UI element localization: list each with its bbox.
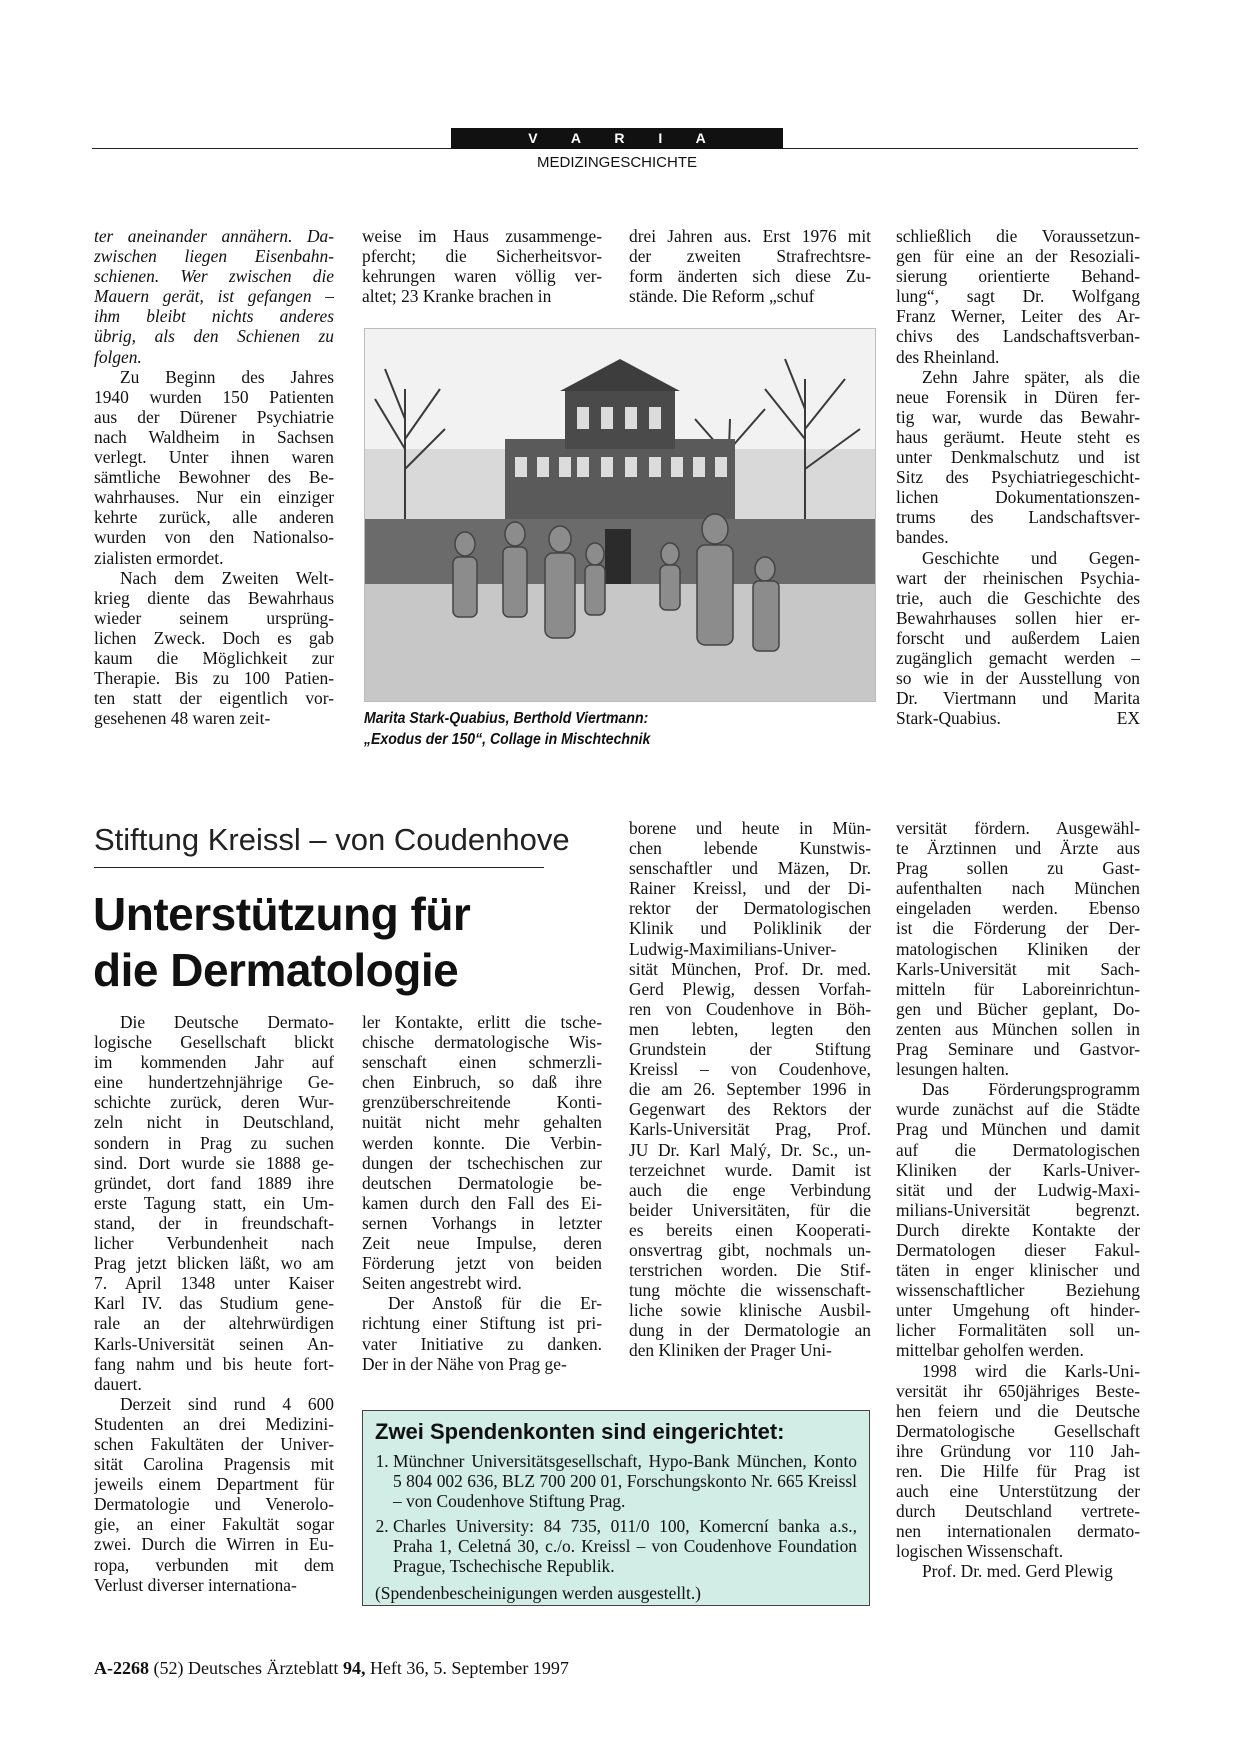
article-kicker: Stiftung Kreissl – von Coudenhove [94,822,570,857]
text-line: versität ihr 650jähriges Beste- [896,1380,1140,1401]
text-line: Durch direkte Kontakte der [896,1219,1140,1240]
caption-line-1: Marita Stark-Quabius, Berthold Viertmann: [364,710,649,727]
text-line: Studenten an drei Medizini- [94,1413,334,1434]
top-article-column-2 [362,226,602,306]
text-line: sierung orientierte Behand- [896,266,1140,287]
text-line: mittelbar geholfen werden. [896,1340,1084,1361]
headline-line-2: die Dermatologie [93,944,459,996]
text-line: Der in der Nähe von Prag ge- [362,1353,567,1374]
headline-line-1: Unterstützung für [93,888,471,940]
text-line: Das Förderungsprogramm [922,1079,1140,1100]
text-line: mitteln für Laboreinrichtun- [896,978,1140,999]
text-line: nach Waldheim in Sachsen [94,426,334,447]
text-line: neue Forensik in Düren fer- [896,386,1140,407]
text-line: Seiten angestrebt wird. [362,1273,522,1294]
text-line: kehrungen waren völlig ver- [362,266,602,287]
text-line: vater Initiative zu danken. [362,1333,602,1354]
text-line: Nach dem Zweiten Welt- [120,567,334,588]
text-line: tig war, wurde das Bewahr- [896,406,1140,427]
text-line: milians-Universität begrenzt. [896,1199,1140,1220]
donation-account-1: 1. Münchner Universitätsgesellschaft, Hypo-Bank München, Konto 5 804 002 636, BLZ 700 200 01, Forschungskonto Nr. 665 Kreissl – von Coudenhove Stiftung Prag. [393,1451,857,1511]
text-line: Grundstein der Stiftung [629,1039,871,1060]
text-line: der zweiten Strafrechtsre- [629,246,871,267]
text-line: sität und der Ludwig-Maxi- [896,1179,1140,1200]
text-line: Kreissl – von Coudenhove, [629,1059,871,1080]
text-line: erste Tagung statt, ein Um- [94,1192,334,1213]
article-column-2 [362,1012,602,1374]
text-line: forscht und außerdem Laien [896,627,1140,648]
donation-note: (Spendenbescheinigungen werden ausgestellt.) [375,1582,701,1603]
text-line: Die Deutsche Dermato- [120,1012,334,1032]
text-line: sität München, Prof. Dr. med. [629,958,871,979]
text-line: deutschen Dermatologie be- [362,1172,602,1193]
text-line: unter Umgehung oft hinder- [896,1300,1140,1321]
text-line: so wie in der Ausstellung von [896,668,1140,689]
text-line: nen internationalen dermato- [896,1521,1140,1542]
text-line: schienen. Wer zwischen die [94,266,334,287]
text-line: ist die Förderung der Der- [896,918,1140,939]
text-line: terzeichnet wurde. Damit ist [629,1159,871,1180]
text-line: Verlust diverser internationa- [94,1574,297,1595]
text-line: Bewahrhauses sollen hier er- [896,607,1140,628]
text-line: des Rheinland. [896,346,1000,367]
text-line: übrig, als den Schienen zu [94,326,334,347]
article-column-1 [94,1012,334,1595]
text-line: durch Deutschland vertrete- [896,1501,1140,1522]
text-line: borene und heute in Mün- [629,818,871,838]
text-line: sind. Dort wurde sie 1888 ge- [94,1152,334,1173]
text-line: stände. Die Reform „schuf [629,286,815,307]
text-line: ihre Gründung vor 110 Jah- [896,1440,1140,1461]
text-line: Mauern gerät, ist gefangen – [94,286,334,307]
text-line: wart der rheinischen Psychia- [896,567,1140,588]
text-line: Ludwig-Maximilians-Univer- [629,938,837,959]
text-line: Rainer Kreissl, und der Di- [629,878,871,899]
text-line: stand, der in freundschaft- [94,1212,334,1233]
text-line: Zeit neue Impulse, deren [362,1233,602,1254]
text-line: Dermatologische Gesellschaft [896,1420,1140,1441]
text-line: wieder seinem ursprüng- [94,607,334,628]
text-line: 1998 wird die Karls-Uni- [922,1360,1140,1381]
text-line: gründet, dort fand 1889 ihre [94,1172,334,1193]
text-line: 7. April 1348 unter Kaiser [94,1273,334,1294]
text-line: JU Dr. Karl Malý, Dr. Sc., un- [629,1139,871,1160]
text-line: unter Denkmalschutz und ist [896,447,1140,468]
text-line: Karls-Universität seinen An- [94,1333,334,1354]
text-line: versität fördern. Ausgewähl- [896,818,1140,838]
text-line: ren. Die Hilfe für Prag ist [896,1461,1140,1481]
text-line: täten in enger klinischer und [896,1260,1140,1281]
text-line: schen Fakultäten der Univer- [94,1433,334,1454]
text-line: zwei. Durch die Wirren in Eu- [94,1534,334,1555]
text-line: rale an der altehrwürdigen [94,1313,334,1334]
donation-title: Zwei Spendenkonten sind eingerichtet: [375,1419,785,1444]
text-line: dauert. [94,1373,142,1394]
text-line: eingeladen werden. Ebenso [896,898,1140,919]
text-line: aufenthalten nach München [896,878,1140,899]
text-line: haus geräumt. Heute steht es [896,426,1140,447]
text-line: altet; 23 Kranke brachen in [362,286,552,307]
text-line: Zu Beginn des Jahres [120,366,334,387]
text-line: 1940 wurden 150 Patienten [94,386,334,407]
text-line: licher Formalitäten soll un- [896,1320,1140,1341]
text-line: richtung einer Stiftung ist pri- [362,1313,602,1334]
text-line: lesungen halten. [896,1059,1010,1080]
text-line: ihm bleibt nichts anderes [94,306,334,327]
text-line: ten statt der eigentlich vor- [94,688,334,709]
text-line: onsvertrag gibt, nochmals un- [629,1239,871,1260]
section-kicker: V A R I A [451,128,783,149]
top-article-column-4 [896,226,1140,732]
text-line: zialisten ermordet. [94,547,224,568]
text-line: gie, an einer Fakultät sogar [94,1514,334,1535]
text-line: pfercht; die Sicherheitsvor- [362,246,602,267]
article-column-3 [629,818,871,1361]
text-line: wurde zunächst auf die Städte [896,1099,1140,1120]
text-line: logischen Wissenschaft. [896,1541,1064,1562]
text-line: Karl IV. das Studium gene- [94,1293,334,1314]
text-line: Dr. Viertmann und Marita [896,688,1140,709]
text-line: Der Anstoß für die Er- [388,1293,602,1314]
photo-caption [364,708,822,750]
collage-illustration [365,329,875,701]
text-line: senschaft einen schmerzli- [362,1052,602,1073]
text-line: kamen durch den Fall des Ei- [362,1192,602,1213]
text-line: fang nahm und bis heute fort- [94,1353,334,1374]
text-line: senschaftler und Mäzen, Dr. [629,858,871,879]
section-label: MEDIZINGESCHICHTE [536,154,697,171]
text-line: ter aneinander annähern. Da- [94,226,334,246]
text-line: chivs des Landschaftsverban- [896,326,1140,347]
text-line: chische dermatologische Wis- [362,1032,602,1053]
text-line: auch die enge Verbindung [629,1179,871,1200]
text-line: zugänglich gemacht werden – [896,647,1140,668]
text-line: chen lebende Kunstwis- [629,838,871,859]
text-line: sität Carolina Pragensis mit [94,1454,334,1475]
footer-issue: Heft 36, 5. September 1997 [369,1658,569,1678]
text-line: den Kliniken der Prager Uni- [629,1340,832,1361]
donation-list [375,1451,857,1577]
text-line: wissenschaftlicher Beziehung [896,1280,1140,1301]
text-line: Prag jetzt blicken läßt, wo am [94,1253,334,1274]
text-line: Dermatologen dieser Fakul- [896,1239,1140,1260]
text-line: krieg diente das Bewahrhaus [94,587,334,608]
text-line: schichte zurück, deren Wur- [94,1092,334,1113]
text-line: zwischen liegen Eisenbahn- [94,246,334,267]
page-number: A-2268 [94,1658,149,1678]
text-line: Klinik und Poliklinik der [629,918,871,939]
text-line: tung möchte die wissenschaft- [629,1280,871,1301]
text-line: Derzeit sind rund 4 600 [120,1393,334,1414]
text-line: matologischen Kliniken der [896,938,1140,959]
text-line: gen und Bücher geplant, Do- [896,998,1140,1019]
text-line: auf die Dermatologischen [896,1139,1140,1160]
text-line: beider Universitäten, für die [629,1199,871,1220]
text-line: sämtliche Bewohner des Be- [94,467,334,488]
text-line: zenten aus München sollen in [896,1018,1140,1039]
footer-publication: (52) Deutsches Ärzteblatt [153,1658,339,1678]
text-line: Therapie. Bis zu 100 Patien- [94,668,334,689]
text-line: bandes. [896,527,949,548]
caption-line-2: „Exodus der 150“, Collage in Mischtechnik [364,731,651,748]
text-line: licher Verbundenheit nach [94,1233,334,1254]
text-line: Dermatologie und Venerolo- [94,1494,334,1515]
text-line: schließlich die Voraussetzun- [896,226,1140,246]
text-line: kehrte zurück, alle anderen [94,507,334,528]
text-line: im kommenden Jahr auf [94,1052,334,1073]
text-line: Gegenwart des Rektors der [629,1099,871,1120]
text-line: dungen der tschechischen zur [362,1152,602,1173]
text-line: wurden von den Nationalso- [94,527,334,548]
text-line: auch eine Unterstützung der [896,1481,1140,1502]
text-line: trie, auch die Geschichte des [896,587,1140,608]
donation-box [362,1410,870,1606]
text-line: EX [1116,708,1140,729]
text-line: Sitz des Psychiatriegeschicht- [896,467,1140,488]
text-line: jeweils einem Department für [94,1474,334,1495]
page-footer [94,1658,569,1679]
text-line: Karls-Universität Prag, Prof. [629,1119,871,1140]
text-line: Prag Seminare und Gastvor- [896,1039,1140,1060]
text-line: logische Gesellschaft blickt [94,1032,334,1053]
text-line: ler Kontakte, erlitt die tsche- [362,1012,602,1032]
text-line: sondern in Prag zu suchen [94,1132,334,1153]
text-line: es bereits einen Kooperati- [629,1219,871,1240]
text-line: Kliniken der Karls-Univer- [896,1159,1140,1180]
text-line: terstrichen worden. Die Stif- [629,1260,871,1281]
text-line: Gerd Plewig, dessen Vorfah- [629,978,871,999]
text-line: men lebten, legten den [629,1018,871,1039]
text-line: werden konnte. Die Verbin- [362,1132,602,1153]
text-line: chen Einbruch, so daß ihre [362,1072,602,1093]
text-line: weise im Haus zusammenge- [362,226,602,246]
kicker-rule [94,867,544,868]
text-line: aus der Dürener Psychiatrie [94,406,334,427]
text-line: Karls-Universität mit Sach- [896,958,1140,979]
text-line: drei Jahren aus. Erst 1976 mit [629,226,871,246]
text-line: Prag sollen zu Gast- [896,858,1140,879]
text-line: wahrhauses. Nur ein einziger [94,487,334,508]
text-line: kaum die Möglichkeit zur [94,647,334,668]
text-line: gen für eine an der Resoziali- [896,246,1140,267]
text-line: ropa, verbunden mit dem [94,1554,334,1575]
text-line: lichen Dokumentationszen- [896,487,1140,508]
text-line: ren von Coudenhove in Böh- [629,998,871,1019]
text-line: nuität nicht mehr gehalten [362,1112,602,1133]
text-line: Zehn Jahre später, als die [922,366,1140,387]
text-line: die am 26. September 1996 in [629,1079,871,1100]
text-line: verlegt. Unter ihnen waren [94,447,334,468]
text-line: gesehenen 48 waren zeit- [94,708,271,729]
text-line: Prag und München und damit [896,1119,1140,1140]
article-headline [93,886,470,998]
text-line: grenzüberschreitende Konti- [362,1092,602,1113]
text-line: lichen Zweck. Doch es gab [94,627,334,648]
top-article-column-3 [629,226,871,306]
text-line: Stark-Quabius. [896,708,1001,729]
text-line: te Ärztinnen und Ärzte aus [896,838,1140,859]
text-line: liche sowie klinische Ausbil- [629,1300,871,1321]
text-line: eine hundertzehnjährige Ge- [94,1072,334,1093]
text-line: rektor der Dermatologischen [629,898,871,919]
text-line: form änderten sich diese Zu- [629,266,871,287]
text-line: folgen. [94,346,142,367]
text-line: Franz Werner, Leiter des Ar- [896,306,1140,327]
text-line: Prof. Dr. med. Gerd Plewig [922,1561,1113,1582]
text-line: lung“, sagt Dr. Wolfgang [896,286,1140,307]
text-line: zeln nicht in Deutschland, [94,1112,334,1133]
text-line: dung in der Dermatologie an [629,1320,871,1341]
article-column-4 [896,818,1140,1582]
donation-account-2: 2. Charles University: 84 735, 011/0 100, Komercní banka a.s., Praha 1, Celetná 30, c./o. Kreissl – von Coudenhove Foundation Prague, Tschechische Republik. [393,1516,857,1576]
text-line: trums des Landschaftsver- [896,507,1140,528]
text-line: Geschichte und Gegen- [922,547,1140,568]
collage-photo [364,328,876,702]
footer-volume: 94, [342,1658,366,1678]
top-article-column-1 [94,226,334,728]
text-line: sernen Vorhangs in letzter [362,1212,602,1233]
text-line: Förderung jetzt von beiden [362,1253,602,1274]
text-line: hen feiern und die Deutsche [896,1400,1140,1421]
